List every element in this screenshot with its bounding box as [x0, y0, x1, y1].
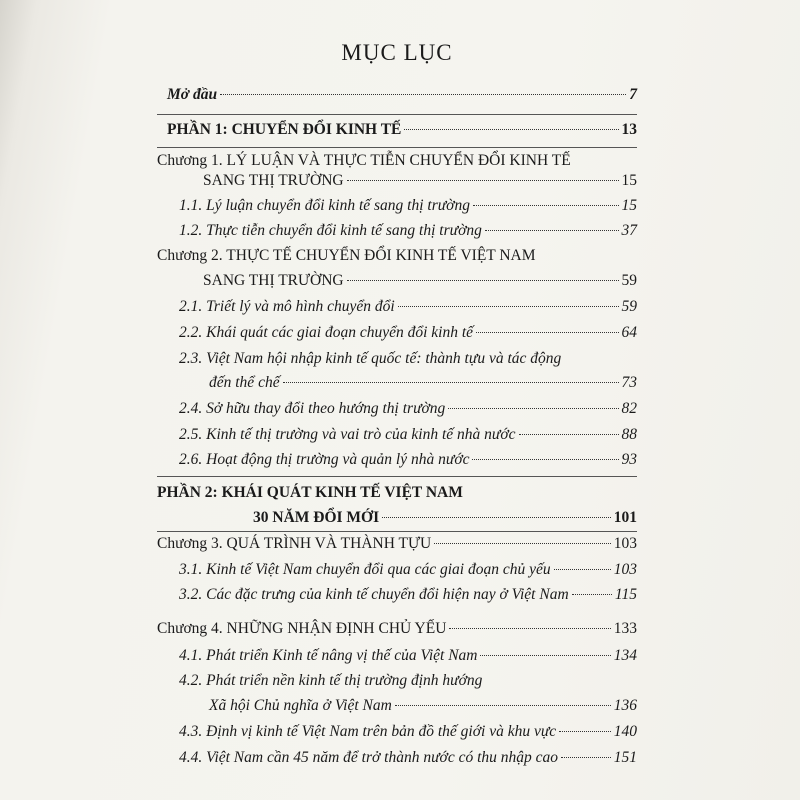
toc-entry-chapter-3 [157, 535, 637, 553]
toc-page-number: 64 [621, 324, 637, 341]
dot-leader [449, 628, 610, 629]
toc-page-number: 115 [614, 586, 637, 603]
toc-entry-intro [167, 86, 637, 104]
dot-leader [404, 129, 618, 130]
toc-page-number: 151 [613, 749, 637, 766]
toc-entry-label: PHẦN 1: CHUYỂN ĐỔI KINH TẾ [167, 121, 402, 138]
toc-entry-4-1 [179, 647, 637, 665]
dot-leader [473, 205, 619, 206]
toc-page-number: 13 [621, 121, 637, 138]
toc-entry-2-3-line1: 2.3. Việt Nam hội nhập kinh tế quốc tế: thành tựu và tác động [179, 350, 562, 367]
toc-page-number: 88 [621, 426, 637, 443]
toc-entry-label: 3.2. Các đặc trưng của kinh tế chuyển đổi hiện nay ở Việt Nam [179, 586, 569, 603]
toc-entry-label: 1.1. Lý luận chuyển đổi kinh tế sang thị trường [179, 197, 470, 214]
toc-entry-chapter-1 [203, 172, 637, 190]
toc-entry-label: 2.1. Triết lý và mô hình chuyển đổi [179, 298, 395, 315]
toc-page-number: 82 [621, 400, 637, 417]
toc-chapter-1-line1: Chương 1. LÝ LUẬN VÀ THỰC TIỄN CHUYỂN ĐỔI KINH TẾ [157, 152, 571, 169]
toc-page-number: 103 [613, 535, 637, 552]
toc-entry-label: Chương 3. QUÁ TRÌNH VÀ THÀNH TỰU [157, 535, 432, 552]
dot-leader [485, 230, 619, 231]
toc-page-number: 15 [621, 172, 637, 189]
toc-page-number: 59 [621, 298, 637, 315]
toc-page-number: 59 [621, 272, 637, 289]
toc-entry-label: Chương 4. NHỮNG NHẬN ĐỊNH CHỦ YẾU [157, 620, 447, 637]
toc-part2-line1: PHẦN 2: KHÁI QUÁT KINH TẾ VIỆT NAM [157, 484, 463, 501]
toc-entry-label: 4.4. Việt Nam cần 45 năm để trở thành nước có thu nhập cao [179, 749, 559, 766]
dot-leader [434, 543, 611, 544]
toc-entry-label: SANG THỊ TRƯỜNG [203, 272, 344, 289]
divider [157, 531, 637, 532]
toc-entry-label: 2.5. Kinh tế thị trường và vai trò của kinh tế nhà nước [179, 426, 516, 443]
divider [157, 114, 637, 115]
toc-page-number: 7 [629, 86, 637, 103]
dot-leader [561, 757, 611, 758]
toc-page-number: 134 [613, 647, 637, 664]
toc-chapter-2-line1: Chương 2. THỰC TẾ CHUYỂN ĐỔI KINH TẾ VIỆT NAM [157, 247, 536, 264]
toc-entry-label: Mở đầu [167, 86, 218, 103]
dot-leader [347, 180, 619, 181]
dot-leader [480, 655, 610, 656]
toc-entry-label: 1.2. Thực tiễn chuyển đổi kinh tế sang thị trường [179, 222, 482, 239]
page-title: MỤC LỤC [341, 40, 453, 65]
toc-page-number: 101 [613, 509, 637, 526]
toc-entry-4-3 [179, 723, 637, 741]
toc-entry-2-2 [179, 324, 637, 342]
dot-leader [347, 280, 619, 281]
toc-page-number: 103 [613, 561, 637, 578]
toc-entry-2-4 [179, 400, 637, 418]
toc-entry-label: đến thể chế [209, 374, 280, 391]
toc-entry-2-1 [179, 298, 637, 316]
dot-leader [519, 434, 619, 435]
toc-entry-4-2-line1: 4.2. Phát triển nền kinh tế thị trường định hướng [179, 672, 483, 689]
divider [157, 476, 637, 477]
toc-entry-label: 30 NĂM ĐỔI MỚI [253, 509, 380, 526]
toc-entry-label: SANG THỊ TRƯỜNG [203, 172, 344, 189]
toc-page-number: 140 [613, 723, 637, 740]
dot-leader [572, 594, 612, 595]
toc-entry-1-2 [179, 222, 637, 240]
toc-entry-chapter-2 [203, 272, 637, 290]
dot-leader [220, 94, 626, 95]
toc-entry-part2 [253, 509, 637, 527]
dot-leader [283, 382, 619, 383]
toc-entry-1-1 [179, 197, 637, 215]
toc-page-number: 15 [621, 197, 637, 214]
toc-entry-2-6 [179, 451, 637, 469]
toc-entry-label: 2.4. Sở hữu thay đổi theo hướng thị trường [179, 400, 446, 417]
toc-entry-3-2 [179, 586, 637, 604]
dot-leader [448, 408, 618, 409]
dot-leader [398, 306, 619, 307]
toc-entry-2-5 [179, 426, 637, 444]
toc-page-number: 37 [621, 222, 637, 239]
dot-leader [382, 517, 611, 518]
toc-entry-label: 4.1. Phát triển Kinh tế nâng vị thế của Việt Nam [179, 647, 478, 664]
toc-entry-label: 4.3. Định vị kinh tế Việt Nam trên bản đồ thế giới và khu vực [179, 723, 557, 740]
toc-entry-4-4 [179, 749, 637, 767]
toc-entry-label: 2.2. Khái quát các giai đoạn chuyển đổi kinh tế [179, 324, 474, 341]
toc-entry-4-2 [209, 697, 637, 715]
dot-leader [554, 569, 611, 570]
toc-page-number: 73 [621, 374, 637, 391]
toc-page-number: 93 [621, 451, 637, 468]
dot-leader [559, 731, 611, 732]
toc-entry-label: 2.6. Hoạt động thị trường và quản lý nhà nước [179, 451, 470, 468]
toc-entry-label: Xã hội Chủ nghĩa ở Việt Nam [209, 697, 392, 714]
divider [157, 147, 637, 148]
dot-leader [476, 332, 618, 333]
toc-page-number: 133 [613, 620, 637, 637]
toc-page-number: 136 [613, 697, 637, 714]
toc-entry-3-1 [179, 561, 637, 579]
toc-entry-2-3 [209, 374, 637, 392]
toc-entry-chapter-4 [157, 620, 637, 638]
toc-entry-part1 [167, 121, 637, 139]
dot-leader [472, 459, 618, 460]
toc-entry-label: 3.1. Kinh tế Việt Nam chuyển đổi qua các giai đoạn chủ yếu [179, 561, 551, 578]
dot-leader [395, 705, 611, 706]
